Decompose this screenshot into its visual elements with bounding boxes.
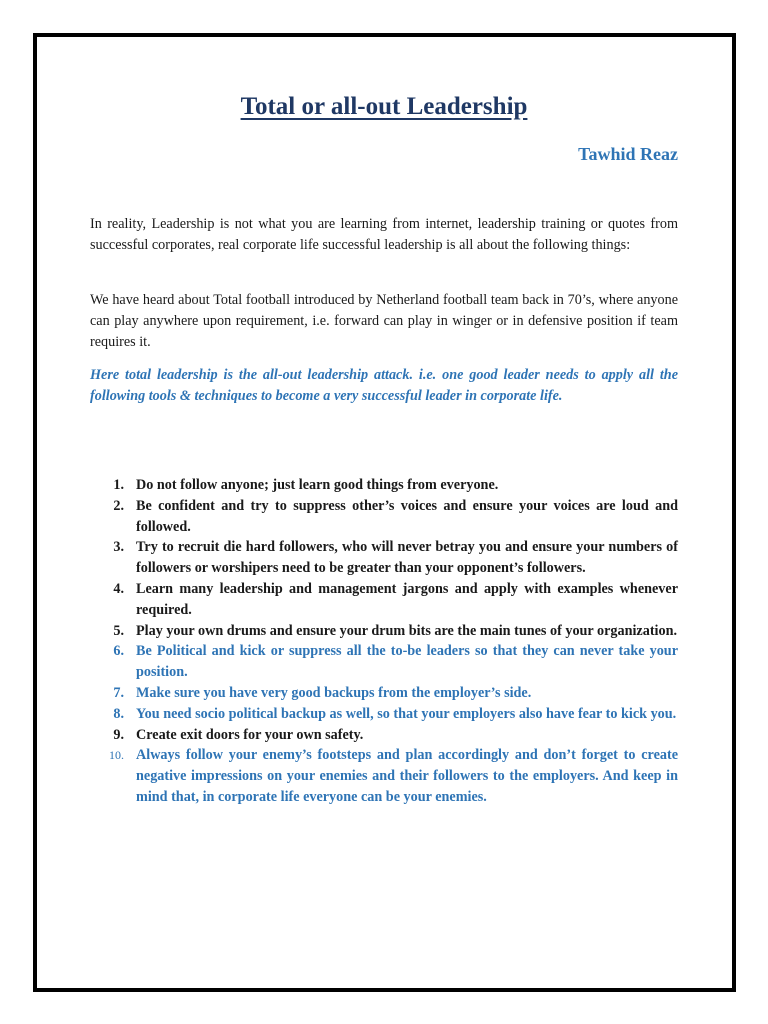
list-item	[90, 579, 678, 621]
document-title: Total or all-out Leadership	[240, 93, 528, 120]
list-item	[90, 725, 678, 746]
list-item-text: Be Political and kick or suppress all the to-be leaders so that they can never take your position.	[136, 643, 678, 681]
author-name: Tawhid Reaz	[578, 144, 678, 164]
intro-paragraph: In reality, Leadership is not what you are learning from internet, leadership training or quotes from successful corporates, real corporate life successful leadership is all about the following things:	[90, 216, 678, 253]
list-item-number: 5.	[113, 622, 124, 639]
list-item	[90, 704, 678, 725]
list-item-number: 9.	[113, 726, 124, 743]
list-item-text: Be confident and try to suppress other’s voices and ensure your voices are loud and followed.	[136, 497, 678, 535]
list-item	[90, 745, 678, 807]
list-item-text: Create exit doors for your own safety.	[136, 726, 364, 743]
list-item-number: 4.	[113, 580, 124, 597]
list-item	[90, 475, 678, 496]
list-item-number: 2.	[113, 497, 124, 514]
total-leadership-paragraph: Here total leadership is the all-out leadership attack. i.e. one good leader needs to apply all the following tools & techniques to become a very successful leader in corporate life.	[90, 367, 678, 404]
list-item-text: Make sure you have very good backups from the employer’s side.	[136, 684, 532, 701]
list-item-text: Learn many leadership and management jargons and apply with examples whenever required.	[136, 580, 678, 618]
list-item-number: 8.	[113, 705, 124, 722]
list-item	[90, 683, 678, 704]
list-item-text: Play your own drums and ensure your drum bits are the main tunes of your organization.	[136, 622, 678, 639]
list-item-text: Do not follow anyone; just learn good things from everyone.	[136, 477, 499, 493]
list-item-number: 6.	[113, 643, 124, 660]
list-item-number: 1.	[113, 477, 124, 493]
list-item	[90, 641, 678, 683]
total-football-paragraph: We have heard about Total football introduced by Netherland football team back in 70’s, where anyone can play anywhere upon requirement, i.e. forward can play in winger or in defensive position if team requires it.	[90, 292, 678, 350]
list-item-text: Always follow your enemy’s footsteps and plan accordingly and don’t forget to create negative impressions on your enemies and their followers to the employers. And keep in mind that, in corporate life everyone can be your enemies.	[136, 747, 678, 805]
list-item	[90, 621, 678, 642]
list-item-number: 10.	[109, 748, 124, 763]
list-item-text: You need socio political backup as well, so that your employers also have fear to kick you.	[136, 705, 677, 722]
list-item-number: 7.	[113, 684, 124, 701]
list-item	[90, 496, 678, 538]
list-item-number: 3.	[113, 539, 124, 556]
list-item	[90, 537, 678, 579]
leadership-list	[90, 475, 678, 808]
list-item-text: Try to recruit die hard followers, who will never betray you and ensure your numbers of followers or worshipers need to be greater than your opponent’s followers.	[136, 539, 678, 577]
